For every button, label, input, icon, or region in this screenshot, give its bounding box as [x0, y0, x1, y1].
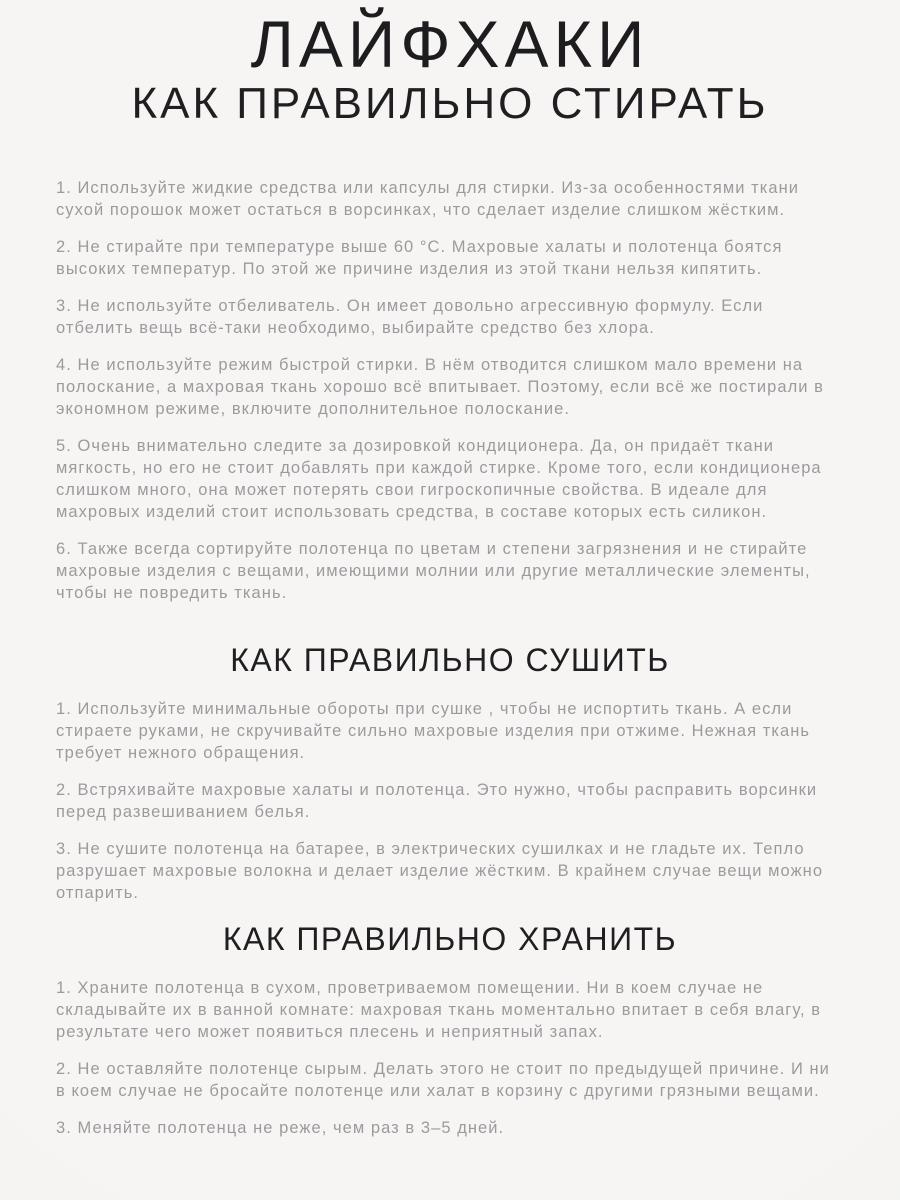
washing-tip-3: 3. Не используйте отбеливатель. Он имеет довольно агрессивную формулу. Если отбелить вещь всё-таки необходимо, выбирайте средство без хлора.: [56, 297, 764, 338]
washing-tip-2: 2. Не стирайте при температуре выше 60 °С. Махровые халаты и полотенца боятся высоких температур. По этой же причине изделия из этой ткани нельзя кипятить.: [56, 238, 783, 279]
storing-tip-3: 3. Меняйте полотенца не реже, чем раз в 3–5 дней.: [56, 1119, 505, 1138]
drying-tip-1: 1. Используйте минимальные обороты при сушке , чтобы не испортить ткань. А если стираете руками, не скручивайте сильно махровые изделия при отжиме. Нежная ткань требует нежного обращения.: [56, 700, 811, 763]
section-title-washing: КАК ПРАВИЛЬНО СТИРАТЬ: [131, 79, 769, 129]
washing-tip-5: 5. Очень внимательно следите за дозировкой кондиционера. Да, он придаёт ткани мягкость, но его не стоит добавлять при каждой стирке. Кроме того, если кондиционера слишком много, она может потерять свои гигроскопичные свойства. В идеале для махровых изделий стоит использовать средства, в составе которых есть силикон.: [56, 437, 822, 522]
section-title-drying: КАК ПРАВИЛЬНО СУШИТЬ: [230, 642, 670, 679]
section-drying: [56, 698, 844, 904]
document-header: [56, 7, 844, 129]
storing-tip-1: 1. Храните полотенца в сухом, проветриваемом помещении. Ни в коем случае не складывайте их в ванной комнате: махровая ткань моментально впитает в себя влагу, в результате чего может появиться плесень и неприятный запах.: [56, 979, 822, 1042]
washing-tip-4: 4. Не используйте режим быстрой стирки. В нём отводится слишком мало времени на полоскание, а махровая ткань хорошо всё впитывает. Поэтому, если всё же постирали в экономном режиме, включите дополнительное полоскание.: [56, 356, 824, 419]
drying-tip-2: 2. Встряхивайте махровые халаты и полотенца. Это нужно, чтобы расправить ворсинки перед развешиванием белья.: [56, 781, 818, 822]
section-storing: [56, 977, 844, 1139]
storing-tip-2: 2. Не оставляйте полотенце сырым. Делать этого не стоит по предыдущей причине. И ни в коем случае не бросайте полотенце или халат в корзину с другими грязными вещами.: [56, 1060, 830, 1101]
washing-tip-6: 6. Также всегда сортируйте полотенца по цветам и степени загрязнения и не стирайте махровые изделия с вещами, имеющими молнии или другие металлические элементы, чтобы не повредить ткань.: [56, 540, 811, 603]
washing-tip-1: 1. Используйте жидкие средства или капсулы для стирки. Из-за особенностями ткани сухой порошок может остаться в ворсинках, что сделает изделие слишком жёстким.: [56, 179, 800, 220]
section-washing: [56, 177, 844, 604]
section-title-storing: КАК ПРАВИЛЬНО ХРАНИТЬ: [222, 921, 678, 958]
page-title: ЛАЙФХАКИ: [250, 7, 650, 81]
drying-tip-3: 3. Не сушите полотенца на батарее, в электрических сушилках и не гладьте их. Тепло разрушает махровые волокна и делает изделие жёстким. В крайнем случае вещи можно отпарить.: [56, 840, 824, 903]
